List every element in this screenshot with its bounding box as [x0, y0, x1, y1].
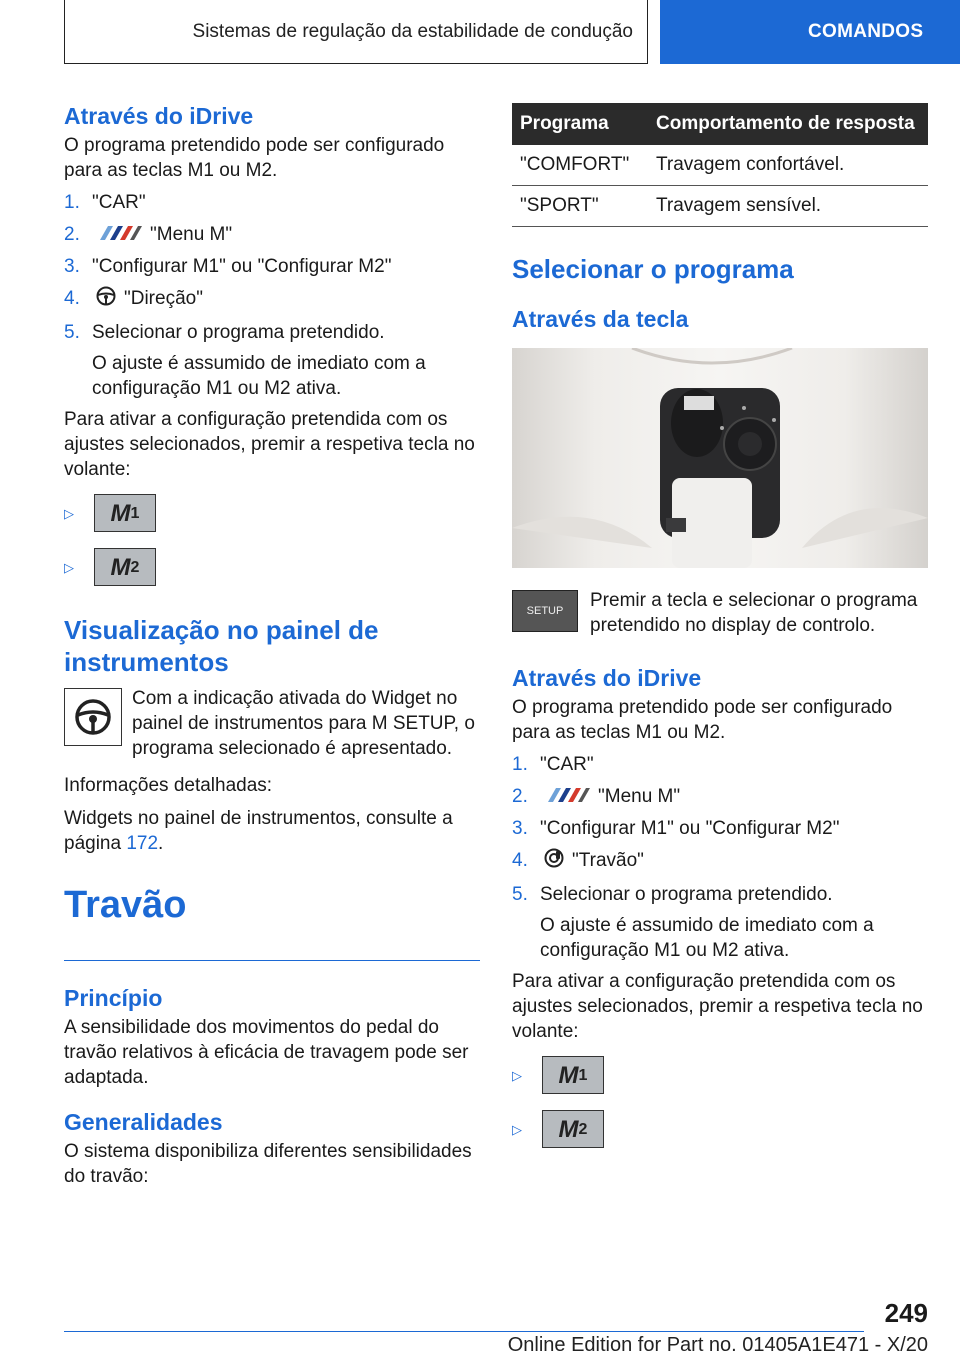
- info-text: Widgets no painel de instrumentos, consulte a página 172.: [64, 808, 453, 854]
- console-photo: [512, 348, 928, 568]
- header-chapter-tab[interactable]: COMANDOS: [660, 0, 960, 64]
- m2-key-icon: M 2: [542, 1110, 604, 1148]
- footer-edition: Online Edition for Part no. 01405A1E471 - X/20: [507, 1334, 928, 1356]
- idrive-intro: O programa pretendido pode ser configurado para as teclas M1 ou M2.: [64, 135, 445, 181]
- list-item: 2. "Menu M": [64, 224, 233, 245]
- page-number: 249: [884, 1298, 928, 1328]
- activate-text: Para ativar a configuração pretendida com os ajustes selecionados, premir a respetiva tecla no volante:: [64, 409, 475, 480]
- idrive-steps: [512, 752, 928, 907]
- principle-text: A sensibilidade dos movimentos do pedal do travão relativos à eficácia de travagem pode ser adaptada.: [64, 1017, 469, 1088]
- key-m1-row: [64, 494, 482, 532]
- setup-key-icon: SETUP: [512, 590, 578, 632]
- step5-note: O ajuste é assumido de imediato com a configuração M1 ou M2 ativa.: [540, 915, 874, 961]
- setup-text: Premir a tecla e selecionar o programa pretendido no display de controlo.: [590, 590, 918, 636]
- activate-text: Para ativar a configuração pretendida com os ajustes selecionados, premir a respetiva tecla no volante:: [512, 971, 923, 1042]
- heading-rule: [64, 960, 480, 961]
- table-header-row: Programa Comportamento de resposta: [512, 103, 928, 145]
- key-m2-row: [64, 548, 482, 586]
- general-text: O sistema disponibiliza diferentes sensibilidades do travão:: [64, 1141, 472, 1187]
- right-column: [512, 103, 928, 1148]
- step5-note: O ajuste é assumido de imediato com a configuração M1 ou M2 ativa.: [92, 353, 426, 399]
- idrive-heading: Através do iDrive: [64, 103, 254, 129]
- triangle-icon: ▷: [64, 505, 74, 521]
- left-column: [64, 102, 482, 928]
- m2-key-icon: M 2: [94, 548, 156, 586]
- table-row: "SPORT" Travagem sensível.: [512, 186, 928, 227]
- brake-program-table: [512, 103, 928, 227]
- key-m1-row: [512, 1056, 928, 1094]
- list-item: 1. "CAR": [512, 754, 594, 775]
- list-item: 5. Selecionar o programa pretendido.: [512, 884, 833, 905]
- list-item: 1. "CAR": [64, 192, 146, 213]
- idrive-steps: [64, 190, 482, 345]
- list-item: 2. "Menu M": [512, 786, 681, 807]
- select-heading: Selecionar o programa: [512, 254, 794, 284]
- m1-key-icon: M 1: [542, 1056, 604, 1094]
- list-item: 4. "Direção": [64, 286, 482, 313]
- steering-wheel-icon: [96, 286, 116, 313]
- principle-heading: Princípio: [64, 985, 163, 1011]
- cluster-heading: Visualização no painel de instrumentos: [64, 615, 379, 677]
- table-row: "COMFORT" Travagem confortável.: [512, 145, 928, 186]
- left-column-bottom: [64, 984, 482, 1189]
- page-link[interactable]: 172: [126, 833, 159, 854]
- idrive-heading: Através do iDrive: [512, 665, 702, 691]
- triangle-icon: ▷: [512, 1067, 522, 1083]
- info-label: Informações detalhadas:: [64, 775, 273, 796]
- brake-disc-icon: [544, 848, 564, 875]
- list-item: 3. "Configurar M1" ou "Configurar M2": [64, 256, 392, 277]
- general-heading: Generalidades: [64, 1109, 223, 1135]
- m-menu-icon: [96, 222, 142, 247]
- header-section-title: Sistemas de regulação da estabilidade de condução: [64, 0, 648, 64]
- triangle-icon: ▷: [64, 559, 74, 575]
- list-item: 4. "Travão": [512, 848, 928, 875]
- setup-block: [512, 588, 928, 638]
- list-item: 5. Selecionar o programa pretendido.: [64, 322, 385, 343]
- brake-heading: Travão: [64, 884, 187, 926]
- footer-rule: [64, 1331, 864, 1332]
- key-m2-row: [512, 1110, 928, 1148]
- steering-wheel-icon: [64, 688, 122, 746]
- m-menu-icon: [544, 784, 590, 809]
- cluster-block: [64, 686, 482, 761]
- m1-key-icon: M 1: [94, 494, 156, 532]
- idrive-intro: O programa pretendido pode ser configurado para as teclas M1 ou M2.: [512, 697, 893, 743]
- triangle-icon: ▷: [512, 1121, 522, 1137]
- cluster-text: Com a indicação ativada do Widget no painel de instrumentos para M SETUP, o programa selecionado é apresentado.: [132, 688, 475, 759]
- list-item: 3. "Configurar M1" ou "Configurar M2": [512, 818, 840, 839]
- button-heading: Através da tecla: [512, 306, 689, 332]
